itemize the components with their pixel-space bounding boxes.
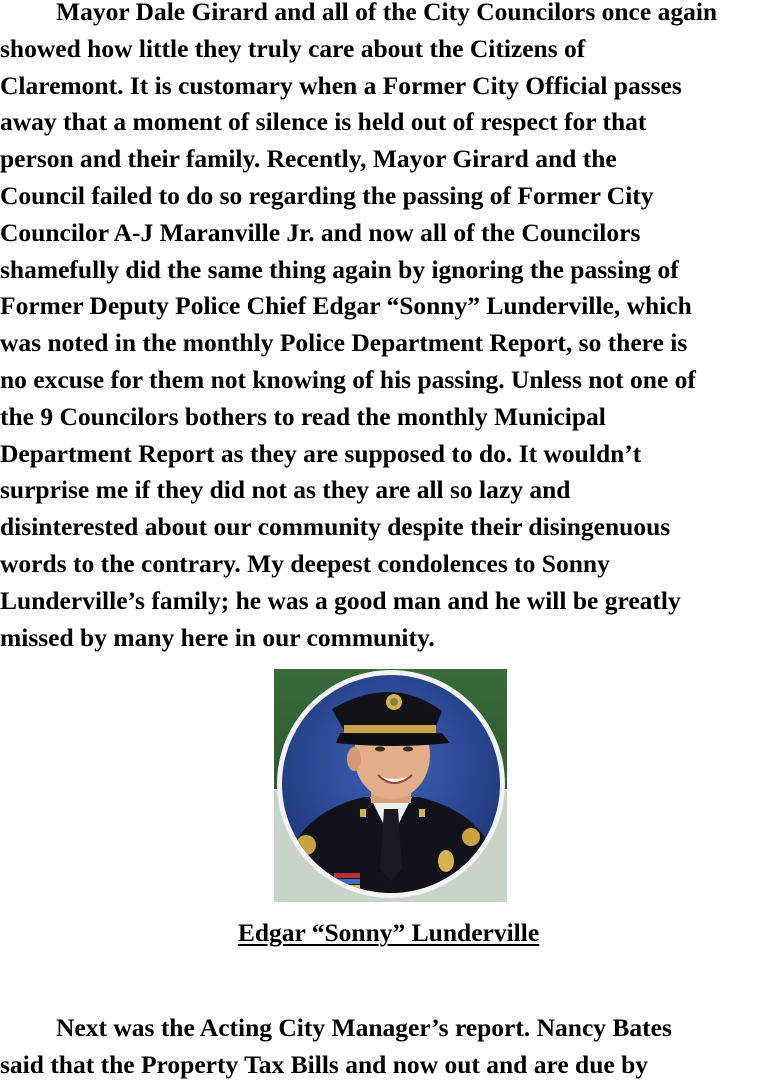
- text-line: the 9 Councilors bothers to read the monthly Municipal: [0, 401, 606, 431]
- text-line: was noted in the monthly Police Department Report, so there is: [0, 328, 688, 358]
- text-line: missed by many here in our community.: [0, 622, 435, 652]
- text-line: Councilor A-J Maranville Jr. and now all of the Councilors: [0, 217, 641, 247]
- photo-caption: [0, 915, 777, 951]
- text-line: Council failed to do so regarding the passing of Former City: [0, 180, 654, 210]
- text-line: person and their family. Recently, Mayor Girard and the: [0, 144, 617, 174]
- text-line: Claremont. It is customary when a Former City Official passes: [0, 70, 682, 100]
- text-line: away that a moment of silence is held out of respect for that: [0, 107, 647, 137]
- text-line: Former Deputy Police Chief Edgar “Sonny” Lunderville, which: [0, 291, 692, 321]
- text-line: surprise me if they did not as they are all so lazy and: [0, 475, 571, 505]
- portrait-photo: [274, 669, 507, 902]
- text-line: Next was the Acting City Manager’s report. Nancy Bates: [56, 1013, 672, 1042]
- text-line: no excuse for them not knowing of his passing. Unless not one of: [0, 364, 696, 394]
- text-line: words to the contrary. My deepest condolences to Sonny: [0, 548, 610, 578]
- article-paragraph-2: [0, 1010, 777, 1084]
- portrait-illustration: [274, 669, 507, 902]
- text-line: disinterested about our community despite their disingenuous: [0, 512, 671, 542]
- photo-caption-text: Edgar “Sonny” Lunderville: [237, 918, 540, 947]
- text-line: said that the Property Tax Bills and now out and are due by: [0, 1049, 649, 1079]
- text-line: Lunderville’s family; he was a good man and he will be greatly: [0, 585, 681, 615]
- text-line: shamefully did the same thing again by ignoring the passing of: [0, 254, 679, 284]
- text-line: showed how little they truly care about the Citizens of: [0, 33, 586, 63]
- text-line: Mayor Dale Girard and all of the City Councilors once again: [56, 0, 718, 26]
- text-line: Department Report as they are supposed to do. It wouldn’t: [0, 438, 642, 468]
